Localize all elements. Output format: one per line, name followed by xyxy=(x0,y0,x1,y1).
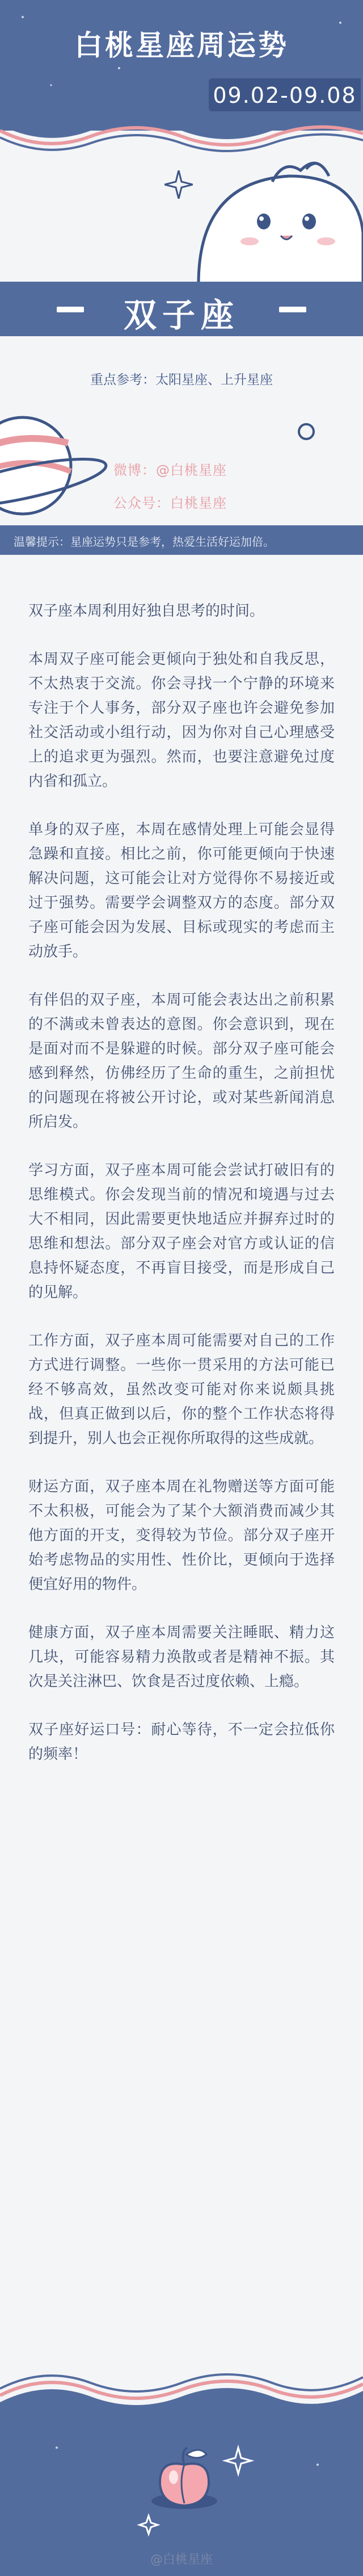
paragraph-wealth: 财运方面，双子座本周在礼物赠送等方面可能不太积极，可能会为了某个大额消费而减少其他方面的开支，变得较为节俭。部分双子座开始考虑物品的实用性、性价比，更倾向于选择便宜好用的物件。 xyxy=(28,1478,335,1593)
reference-note: 重点参考：太阳星座、上升星座 xyxy=(90,373,273,387)
paragraph-health: 健康方面，双子座本周需要关注睡眠、精力这几块，可能容易精力涣散或者是精神不振。其次是关注淋巴、饮食是否过度依赖、上瘾。 xyxy=(28,1624,335,1690)
page-title: 白桃星座周运势 xyxy=(74,29,289,62)
weibo-handle: 微博：@白桃星座 xyxy=(113,462,227,478)
mascot-illustration xyxy=(187,142,363,284)
sign-name: 双子座 xyxy=(123,296,239,334)
planet-illustration xyxy=(0,398,108,534)
paragraph-couple: 有伴侣的双子座，本周可能会表达出之前积累的不满或未曾表达的意图。你会意识到，现在是面对而不是躲避的时候。部分双子座可能会感到释然，仿佛经历了生命的重生，之前担忧的问题现在将被公开讨论，或对某些新闻消息所启发。 xyxy=(28,992,335,1131)
paragraph-overall: 本周双子座可能会更倾向于独处和自我反思，不太热衷于交流。你会寻找一个宁静的环境来专注于个人事务，部分双子座也许会避免参加社交活动或小组行动，因为你对自己心理感受上的追求更为强烈。然而，也要注意避免过度内省和孤立。 xyxy=(28,651,335,790)
paragraph-single: 单身的双子座，本周在感情处理上可能会显得急躁和直接。相比之前，你可能更倾向于快速解决问题，这可能会让对方觉得你不易接近或过于强势。需要学会调整双方的态度。部分双子座可能会因为发展、目标或现实的考虑而主动放手。 xyxy=(28,821,335,960)
paragraph-intro: 双子座本周利用好独自思考的时间。 xyxy=(28,603,265,620)
copyright: @白桃星座 xyxy=(150,2553,213,2567)
sparkle-icon xyxy=(164,170,193,199)
peach-icon xyxy=(147,2442,221,2516)
date-range: 09.02-09.08 xyxy=(213,83,357,108)
small-circle-icon xyxy=(295,420,318,443)
paragraph-work: 工作方面，双子座本周可能需要对自己的工作方式进行调整。一些你一贯采用的方法可能已经不够高效，虽然改变可能对你来说颇具挑战，但真正做到以后，你的整个工作状态将得到提升，别人也会正视你所取得的这些成就。 xyxy=(28,1332,335,1447)
horoscope-content xyxy=(28,599,335,1791)
notice-text: 温馨提示：星座运势只是参考，热爱生活好运加倍。 xyxy=(14,535,275,549)
wechat-account: 公众号：白桃星座 xyxy=(113,495,227,511)
paragraph-study: 学习方面，双子座本周可能会尝试打破旧有的思维模式。你会发现当前的情况和境遇与过去大不相同，因此需要更快地适应并摒弃过时的思维和想法。部分双子座会对官方或认证的信息持怀疑态度，不再盲目接受，而是形成自己的见解。 xyxy=(28,1162,335,1301)
paragraph-slogan: 双子座好运口号：耐心等待，不一定会拉低你的频率！ xyxy=(28,1721,335,1763)
